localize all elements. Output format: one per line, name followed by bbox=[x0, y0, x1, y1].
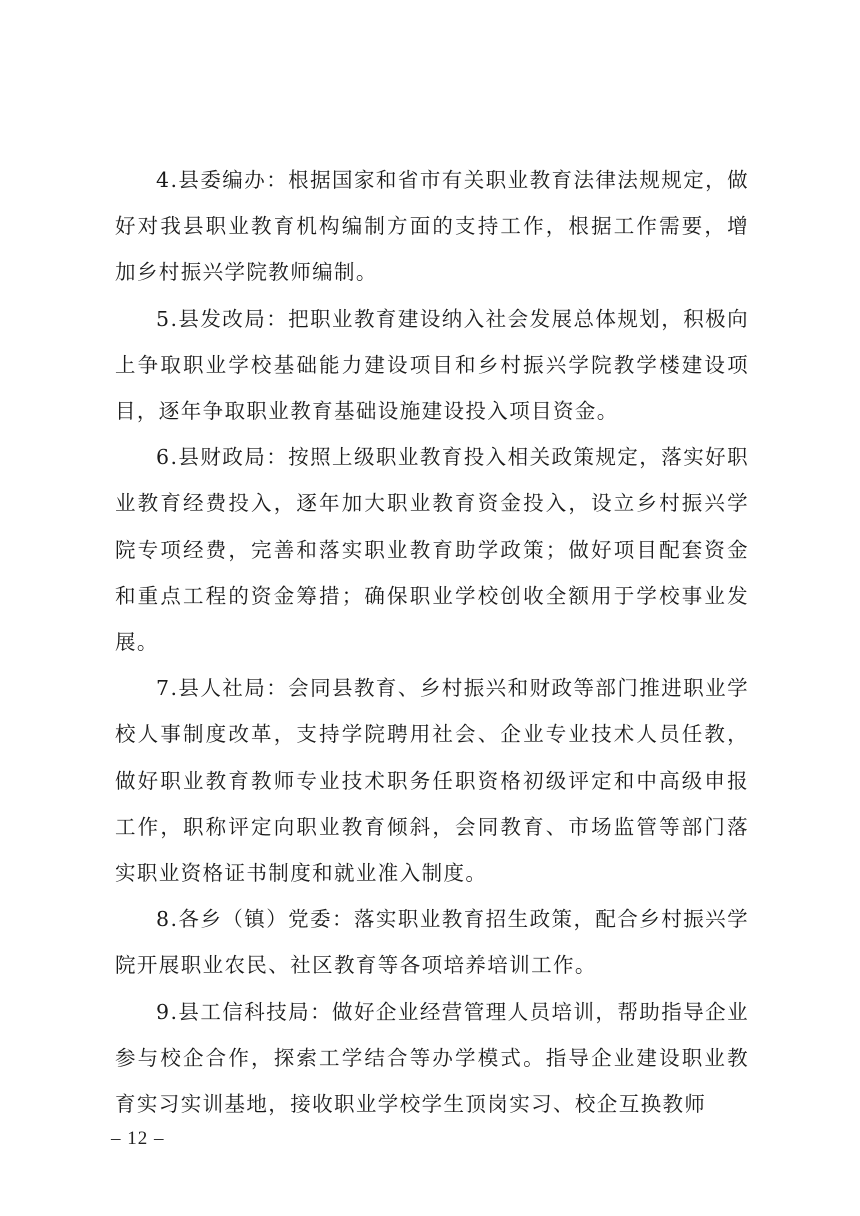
paragraph-county-industry-technology-bureau: 9.县工信科技局：做好企业经营管理人员培训，帮助指导企业参与校企合作，探索工学结合等办学模式。指导企业建设职业教育实习实训基地，接收职业学校学生顶岗实习、校企互换教师 bbox=[115, 999, 749, 1117]
page-number: – 12 – bbox=[111, 1128, 165, 1149]
paragraph-township-party-committees: 8.各乡（镇）党委：落实职业教育招生政策，配合乡村振兴学院开展职业农民、社区教育等各项培养培训工作。 bbox=[115, 907, 749, 978]
paragraph-county-staffing-office: 4.县委编办：根据国家和省市有关职业教育法律法规规定，做好对我县职业教育机构编制方面的支持工作，根据工作需要，增加乡村振兴学院教师编制。 bbox=[115, 168, 749, 285]
paragraph-county-human-resources-bureau: 7.县人社局：会同县教育、乡村振兴和财政等部门推进职业学校人事制度改革，支持学院聘用社会、企业专业技术人员任教，做好职业教育教师专业技术职务任职资格初级评定和中高级申报工作，职称评定向职业教育倾斜，会同教育、市场监管等部门落实职业资格证书制度和就业准入制度。 bbox=[115, 676, 749, 886]
paragraph-county-finance-bureau: 6.县财政局：按照上级职业教育投入相关政策规定，落实好职业教育经费投入，逐年加大职业教育资金投入，设立乡村振兴学院专项经费，完善和落实职业教育助学政策；做好项目配套资金和重点工程的资金筹措；确保职业学校创收全额用于学校事业发展。 bbox=[115, 445, 749, 655]
paragraph-county-development-reform-bureau: 5.县发改局：把职业教育建设纳入社会发展总体规划，积极向上争取职业学校基础能力建设项目和乡村振兴学院教学楼建设项目，逐年争取职业教育基础设施建设投入项目资金。 bbox=[115, 306, 749, 424]
document-body bbox=[115, 157, 749, 1127]
